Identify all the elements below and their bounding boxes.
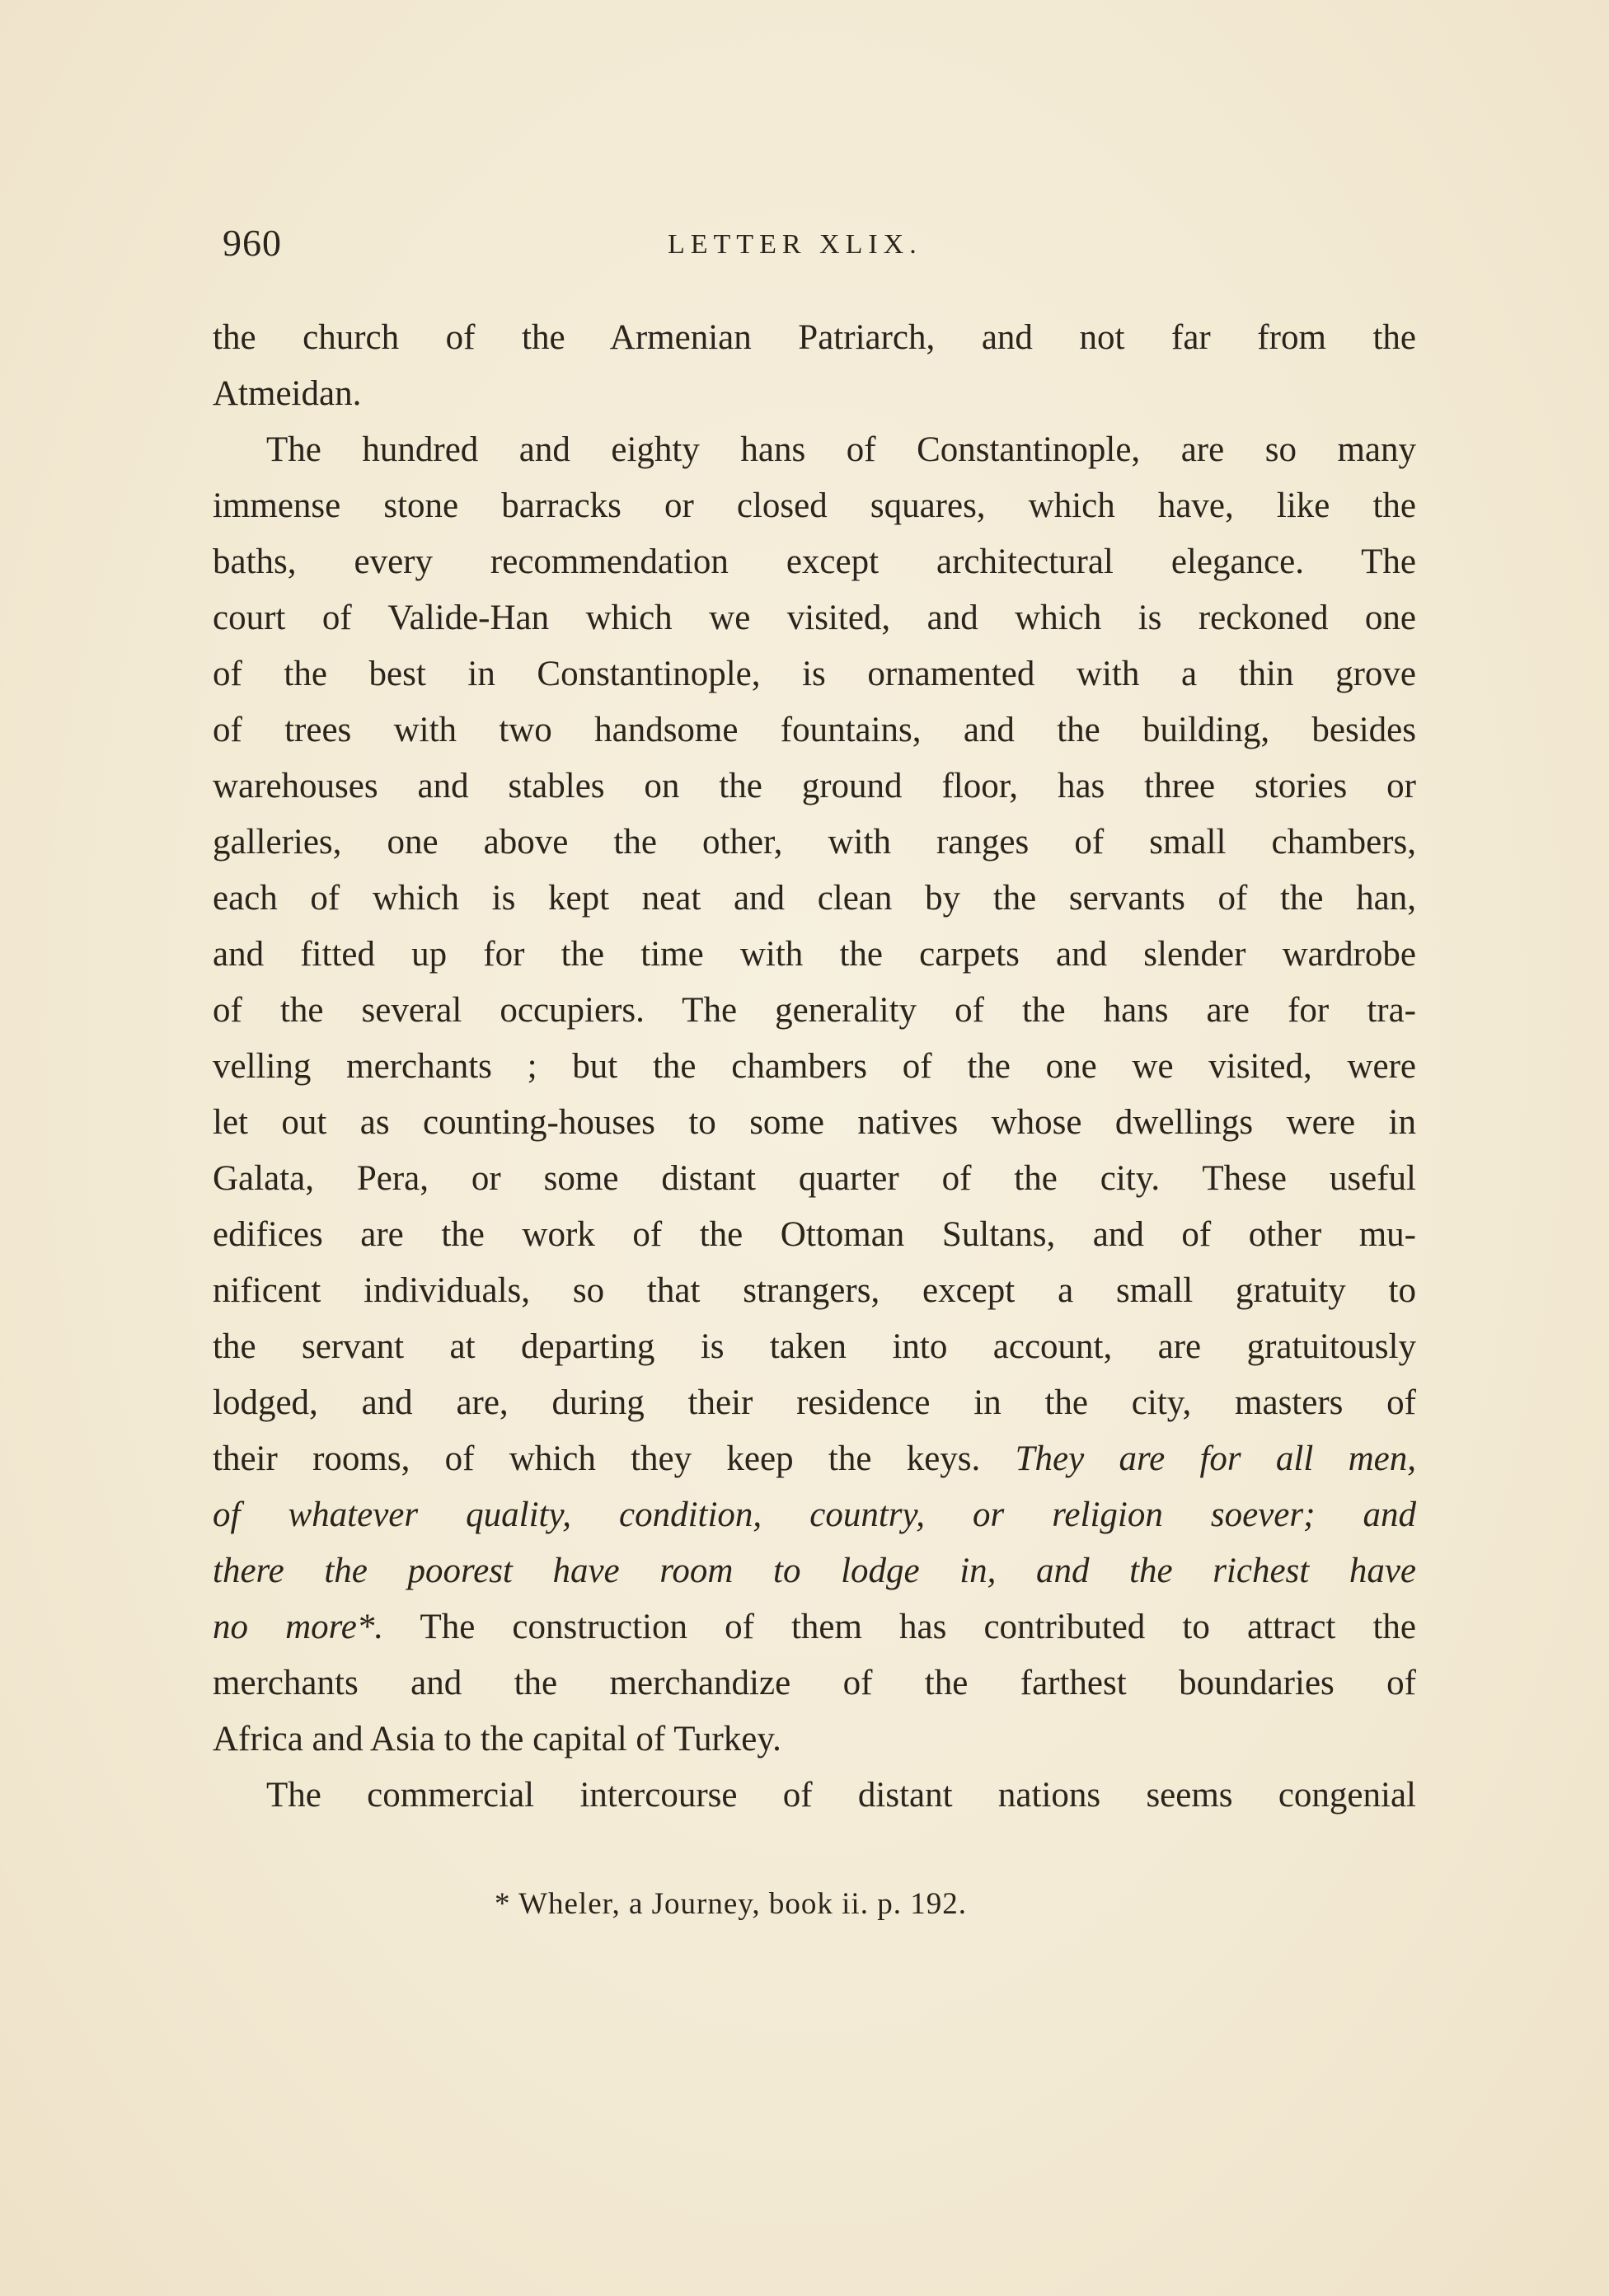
body-text — [213, 310, 1416, 1824]
italic-quote-line: of whatever quality, condition, country, or religion soever; and — [213, 1495, 1416, 1534]
footnote: * Wheler, a Journey, book ii. p. 192. — [495, 1887, 967, 1921]
page-number: 960 — [223, 222, 282, 264]
roman-run: their rooms, of which they keep the keys. — [213, 1439, 981, 1478]
text-line: lodged, and are, during their residence in the city, masters of — [213, 1383, 1416, 1422]
text-line: nificent individuals, so that strangers, except a small gratuity to — [213, 1271, 1416, 1310]
italic-quote-run: They are for all men, — [1015, 1439, 1417, 1478]
paragraph-start-line: The hundred and eighty hans of Constantinople, are so many — [266, 430, 1416, 469]
text-line: let out as counting-houses to some natives whose dwellings were in — [213, 1103, 1416, 1142]
italic-quote-line: there the poorest have room to lodge in, and the richest have — [213, 1552, 1416, 1590]
text-line: of trees with two handsome fountains, and the building, besides — [213, 711, 1416, 749]
text-line: galleries, one above the other, with ranges of small chambers, — [213, 823, 1416, 862]
text-line: Africa and Asia to the capital of Turkey. — [213, 1720, 781, 1758]
text-line: velling merchants ; but the chambers of the one we visited, were — [213, 1047, 1416, 1086]
text-line-mixed — [213, 1431, 1416, 1487]
running-head: LETTER XLIX. — [668, 229, 922, 260]
text-line: merchants and the merchandize of the farthest boundaries of — [213, 1664, 1416, 1702]
text-line: of the best in Constantinople, is ornamented with a thin grove — [213, 655, 1416, 693]
text-line: Atmeidan. — [213, 374, 362, 413]
text-line: each of which is kept neat and clean by the servants of the han, — [213, 879, 1416, 918]
text-line: and fitted up for the time with the carpets and slender wardrobe — [213, 935, 1416, 974]
text-line: of the several occupiers. The generality of the hans are for tra- — [213, 991, 1416, 1030]
text-line: the church of the Armenian Patriarch, and not far from the — [213, 318, 1416, 357]
text-line: Galata, Pera, or some distant quarter of the city. These useful — [213, 1159, 1416, 1198]
paragraph-start-line: The commercial intercourse of distant nations seems congenial — [266, 1776, 1416, 1815]
text-line-mixed — [213, 1599, 1416, 1655]
page-header — [223, 221, 1426, 270]
roman-run: The construction of them has contributed to attract the — [420, 1608, 1416, 1646]
italic-quote-run: no more*. — [213, 1608, 384, 1646]
text-line: edifices are the work of the Ottoman Sultans, and of other mu- — [213, 1215, 1416, 1254]
text-line: baths, every recommendation except architectural elegance. The — [213, 542, 1416, 581]
text-line: warehouses and stables on the ground floor, has three stories or — [213, 767, 1416, 805]
text-line: the servant at departing is taken into account, are gratuitously — [213, 1327, 1416, 1366]
text-line: immense stone barracks or closed squares, which have, like the — [213, 486, 1416, 525]
text-line: court of Valide-Han which we visited, and which is reckoned one — [213, 599, 1416, 637]
